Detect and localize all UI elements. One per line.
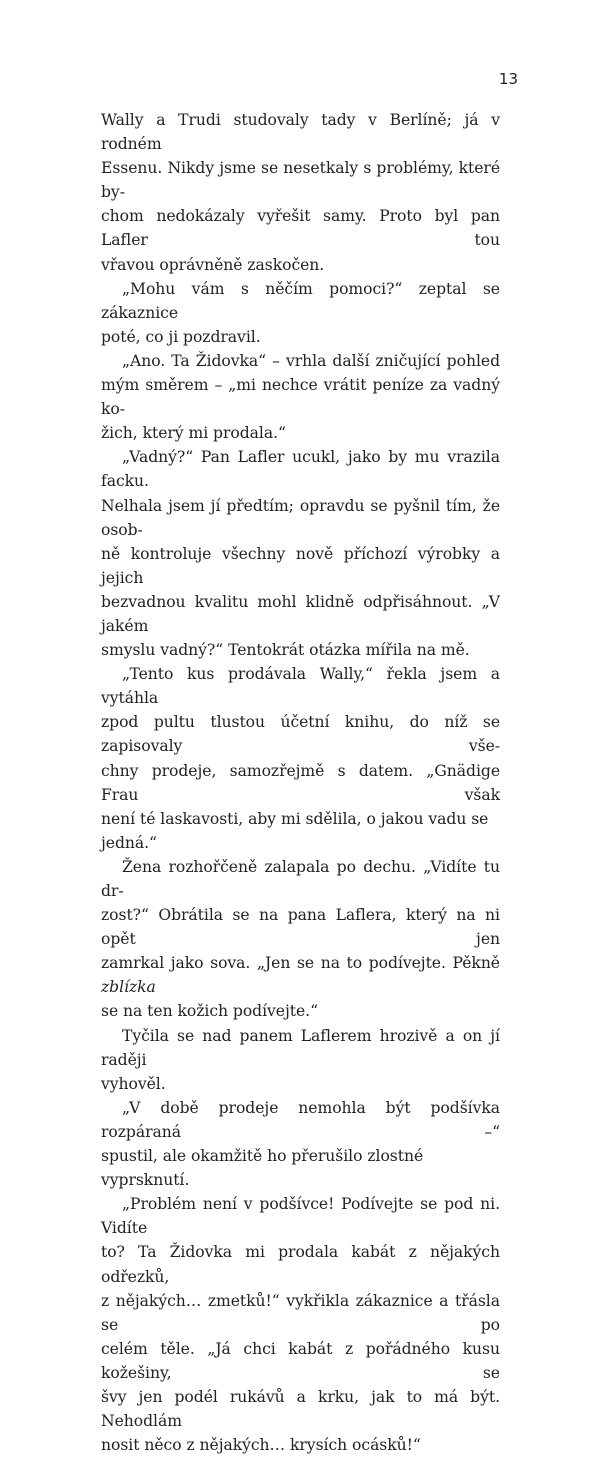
page-number: 13 [498,70,518,88]
text-line: z nějakých… zmetků!“ vykřikla zákaznice a třásla se po [101,1291,500,1334]
text-line: zost?“ Obrátila se na pana Laflera, který na ni opět jen [101,906,500,949]
paragraph [101,1024,500,1096]
text-line: „Mohu vám s něčím pomoci?“ zeptal se zákaznice [101,279,500,322]
text-line: Tyčila se nad panem Laflerem hrozivě a on jí raději [101,1026,500,1069]
text-line: ně kontroluje všechny nově příchozí výrobky a jejich [101,544,500,587]
paragraph [101,277,500,349]
text-line: nosit něco z nějakých… krysích ocásků!“ [101,1436,421,1455]
paragraph [101,662,500,855]
text-line: není té laskavosti, aby mi sdělila, o jakou vadu se jedná.“ [101,809,489,852]
text-line: bezvadnou kvalitu mohl klidně odpřisáhnout. „V jakém [101,592,500,635]
text-line: švy jen podél rukávů a krku, jak to má být. Nehodlám [101,1387,500,1431]
text-line: „V době prodeje nemohla být podšívka rozpáraná –“ [101,1098,500,1141]
text-line: vyhověl. [101,1074,166,1093]
text-line: Essenu. Nikdy jsme se nesetkaly s problémy, které by- [101,159,500,202]
text-line: poté, co ji pozdravil. [101,327,261,346]
body-text [101,108,500,1457]
paragraph [101,349,500,445]
paragraph [101,445,500,662]
emphasis-word: zblízka [101,978,156,997]
paragraph [101,108,500,277]
text-line: Nelhala jsem jí předtím; opravdu se pyšnil tím, že osob- [101,496,500,539]
text-line: mým směrem – „mi nechce vrátit peníze za vadný ko- [101,376,500,419]
text-line: to? Ta Židovka mi prodala kabát z nějakých odřezků, [101,1243,500,1286]
text-line: „Vadný?“ Pan Lafler ucukl, jako by mu vrazila facku. [101,448,500,491]
text-line: „Ano. Ta Židovka“ – vrhla další zničující pohled [122,351,500,370]
text-line: zpod pultu tlustou účetní knihu, do níž se zapisovaly vše- [101,713,500,756]
text-line: vřavou oprávněně zaskočen. [101,255,325,274]
text-line: smyslu vadný?“ Tentokrát otázka mířila na mě. [101,641,470,660]
text-line: Žena rozhořčeně zalapala po dechu. „Vidíte tu dr- [101,857,500,900]
text-line: Wally a Trudi studovaly tady v Berlíně; já v rodném [101,111,500,154]
paragraph [101,1096,500,1192]
text-line: zamrkal jako sova. „Jen se na to podívejte. Pěkně zblízka [101,954,500,997]
text-line: chom nedokázaly vyřešit samy. Proto byl pan Lafler tou [101,207,500,250]
text-line: žich, který mi prodala.“ [101,424,286,443]
text-line: chny prodeje, samozřejmě s datem. „Gnädige Frau však [101,761,500,804]
text-line: „Problém není v podšívce! Podívejte se pod ni. Vidíte [101,1195,500,1238]
paragraph [101,1192,500,1457]
text-line: celém těle. „Já chci kabát z pořádného kusu kožešiny, se [101,1339,500,1382]
text-line: „Tento kus prodávala Wally,“ řekla jsem a vytáhla [101,665,500,708]
text-line: se na ten kožich podívejte.“ [101,1002,318,1021]
text-line: spustil, ale okamžitě ho přerušilo zlostné vyprsknutí. [101,1147,424,1190]
paragraph [101,855,500,1024]
